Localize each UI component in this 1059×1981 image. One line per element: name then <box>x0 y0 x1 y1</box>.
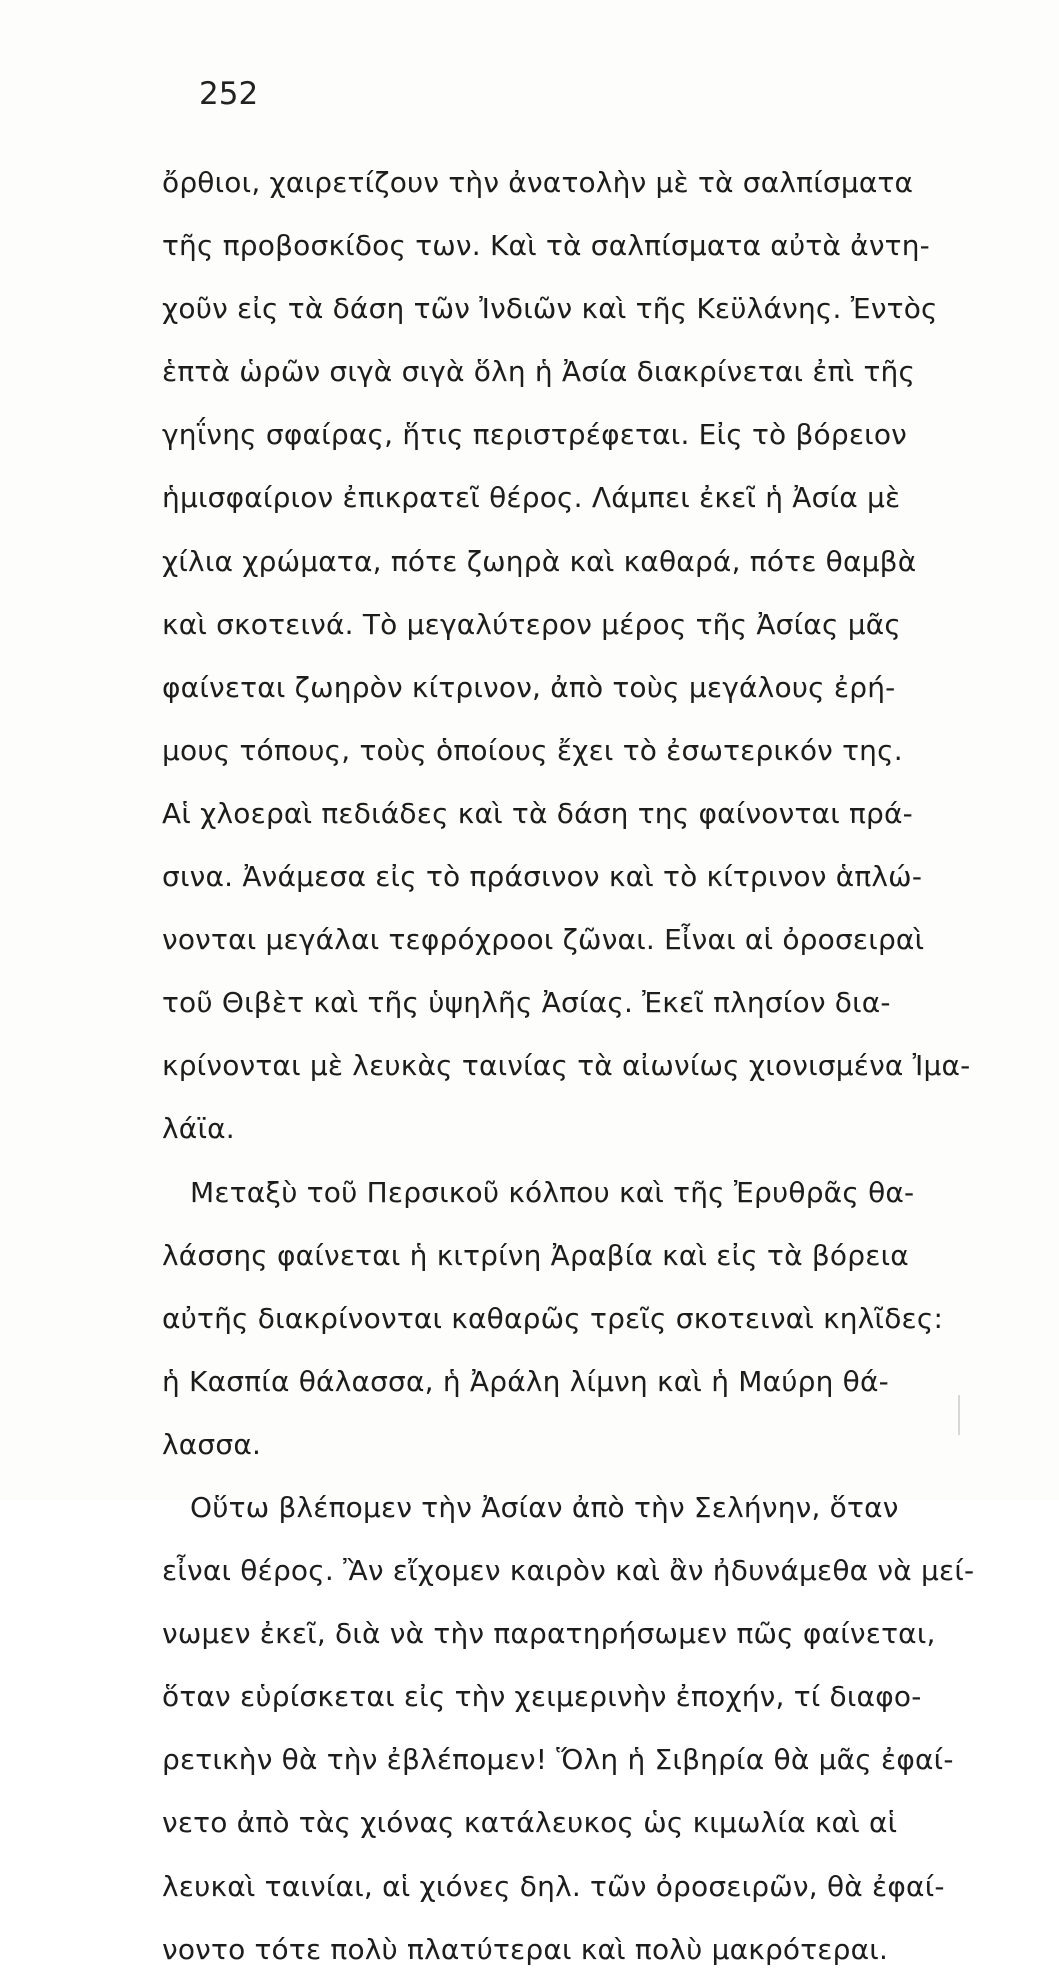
text-line: γηΐνης σφαίρας, ἥτις περιστρέφεται. Εἰς τὸ βόρειον <box>162 418 908 452</box>
text-line: νετο ἀπὸ τὰς χιόνας κατάλευκος ὡς κιμωλία καὶ αἱ <box>162 1806 898 1840</box>
text-line: Αἱ χλοεραὶ πεδιάδες καὶ τὰ δάση της φαίνονται πρά- <box>162 796 913 830</box>
text-line: καὶ σκοτεινά. Τὸ μεγαλύτερον μέρος τῆς Ἀσίας μᾶς <box>162 607 901 641</box>
text-line: τῆς προβοσκίδος των. Καὶ τὰ σαλπίσματα αὐτὰ ἀντη- <box>162 229 930 263</box>
text-line: λευκαὶ ταινίαι, αἱ χιόνες δηλ. τῶν ὀροσειρῶν, θὰ ἐφαί- <box>162 1869 945 1903</box>
text-line: χίλια χρώματα, πότε ζωηρὰ καὶ καθαρά, πότε θαμβὰ <box>162 544 917 578</box>
text-line: κρίνονται μὲ λευκὰς ταινίας τὰ αἰωνίως χιονισμένα Ἰμα- <box>162 1049 971 1083</box>
text-line: λάσσης φαίνεται ἡ κιτρίνη Ἀραβία καὶ εἰς τὰ βόρεια <box>162 1238 909 1272</box>
text-line: εἶναι θέρος. Ἂν εἴχομεν καιρὸν καὶ ἂν ἠδυνάμεθα νὰ μεί- <box>162 1554 975 1588</box>
text-line: νωμεν ἐκεῖ, διὰ νὰ τὴν παρατηρήσωμεν πῶς φαίνεται, <box>162 1617 936 1651</box>
text-line: νονται μεγάλαι τεφρόχροοι ζῶναι. Εἶναι αἱ ὀροσειραὶ <box>162 923 925 957</box>
text-line: ρετικὴν θὰ τὴν ἐβλέπομεν! Ὅλη ἡ Σιβηρία θὰ μᾶς ἐφαί- <box>162 1743 954 1777</box>
text-line: σινα. Ἀνάμεσα εἰς τὸ πράσινον καὶ τὸ κίτρινον ἁπλώ- <box>162 860 923 894</box>
paragraph-start-line: Μεταξὺ τοῦ Περσικοῦ κόλπου καὶ τῆς Ἐρυθρᾶς θα- <box>190 1175 915 1209</box>
text-line: λασσα. <box>162 1427 262 1461</box>
text-line: ἑπτὰ ὡρῶν σιγὰ σιγὰ ὅλη ἡ Ἀσία διακρίνεται ἐπὶ τῆς <box>162 355 916 389</box>
paragraph-start-line: Οὕτω βλέπομεν τὴν Ἀσίαν ἀπὸ τὴν Σελήνην, ὅταν <box>190 1490 899 1524</box>
text-line: τοῦ Θιβὲτ καὶ τῆς ὑψηλῆς Ἀσίας. Ἐκεῖ πλησίον δια- <box>162 986 891 1020</box>
text-line: φαίνεται ζωηρὸν κίτρινον, ἀπὸ τοὺς μεγάλους ἐρή- <box>162 670 896 704</box>
text-line: αὐτῆς διακρίνονται καθαρῶς τρεῖς σκοτειναὶ κηλῖδες: <box>162 1301 944 1335</box>
body-text <box>162 151 992 1981</box>
text-line: ὄρθιοι, χαιρετίζουν τὴν ἀνατολὴν μὲ τὰ σαλπίσματα <box>162 166 914 199</box>
text-line: λάϊα. <box>162 1112 235 1146</box>
text-line: μους τόπους, τοὺς ὁποίους ἔχει τὸ ἐσωτερικόν της. <box>162 733 903 767</box>
text-line: ἡ Κασπία θάλασσα, ἡ Ἀράλη λίμνη καὶ ἡ Μαύρη θά- <box>162 1364 889 1398</box>
text-line: ὅταν εὑρίσκεται εἰς τὴν χειμερινὴν ἐποχήν, τί διαφο- <box>162 1680 922 1714</box>
text-line: χοῦν εἰς τὰ δάση τῶν Ἰνδιῶν καὶ τῆς Κεϋλάνης. Ἐντὸς <box>162 292 938 326</box>
margin-mark <box>958 1395 960 1435</box>
page-number: 252 <box>199 76 259 112</box>
text-line: ἡμισφαίριον ἐπικρατεῖ θέρος. Λάμπει ἐκεῖ ἡ Ἀσία μὲ <box>162 481 901 515</box>
text-line: νοντο τότε πολὺ πλατύτεραι καὶ πολὺ μακρότεραι. <box>162 1932 889 1966</box>
